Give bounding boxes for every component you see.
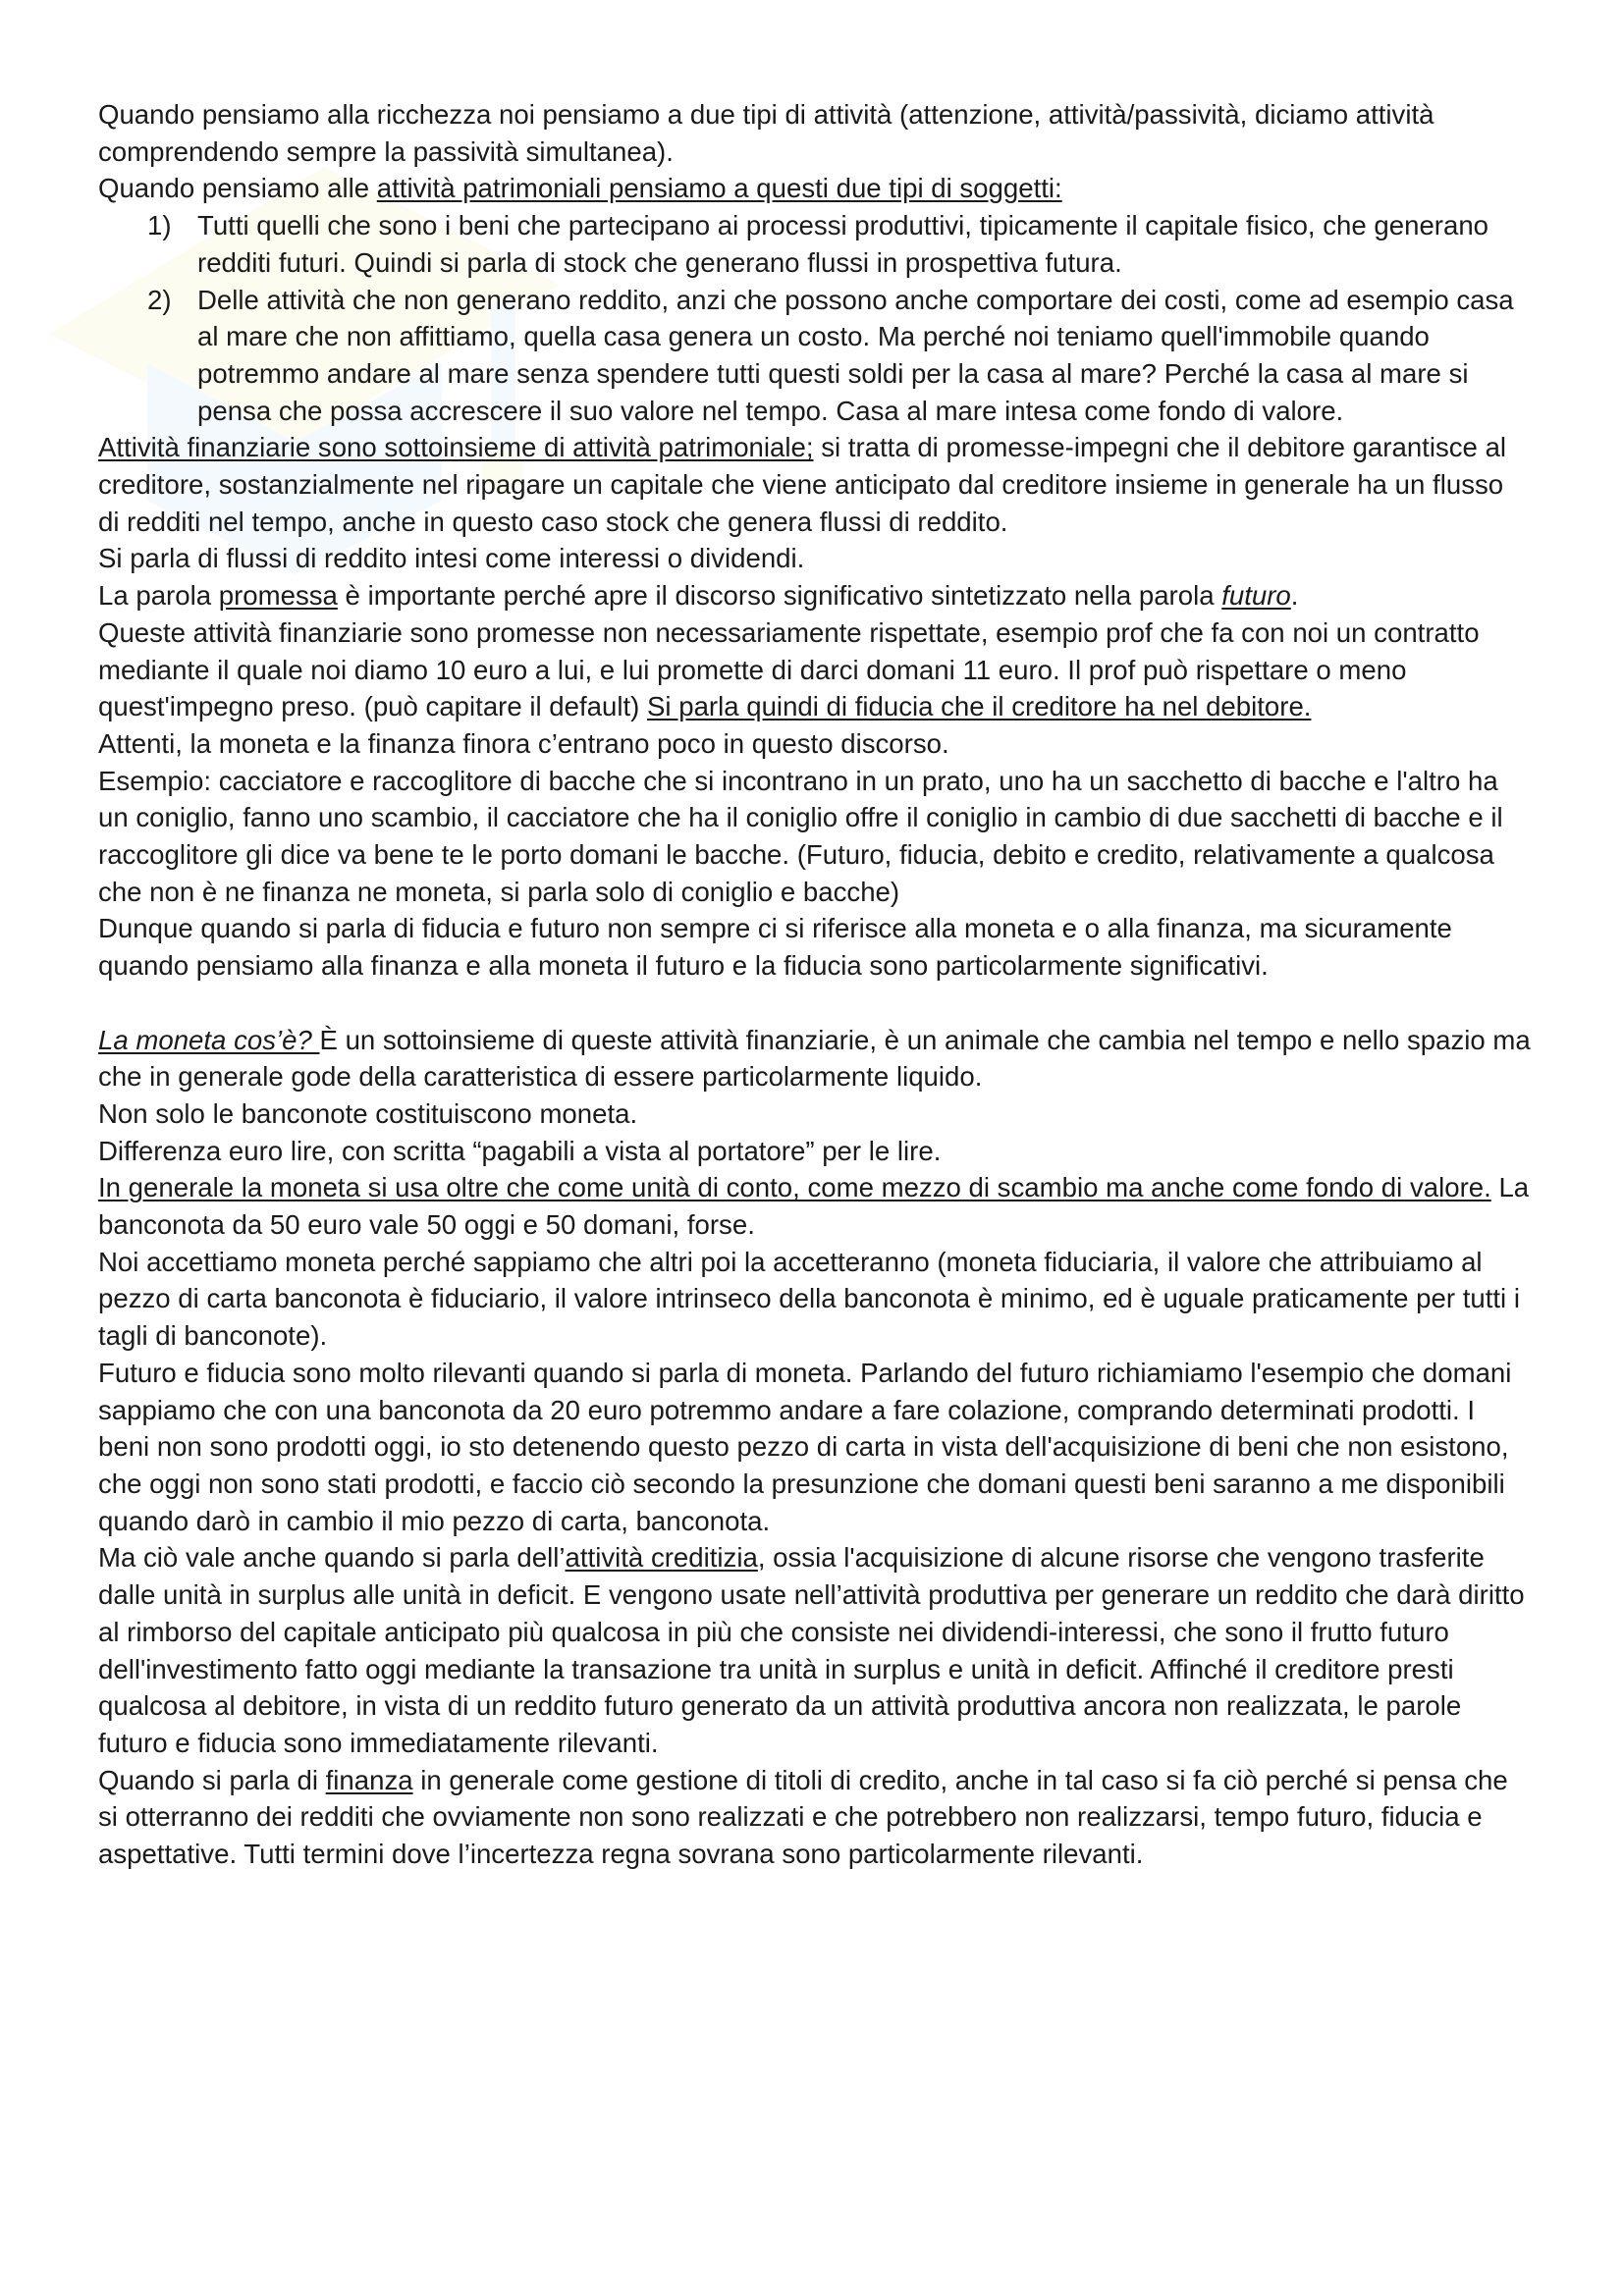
paragraph: Quando pensiamo alle attività patrimoniali pensiamo a questi due tipi di soggetti: xyxy=(98,173,1062,204)
paragraph: Ma ciò vale anche quando si parla dell’attività creditizia, ossia l'acquisizione di alcune risorse che vengono trasferite dalle unità in surplus alle unità in deficit. E vengono usate nell’attività produttiva per generare un reddito che darà diritto al rimborso del capitale anticipato più qualcosa in più che consiste nei dividendi-interessi, che sono il frutto futuro dell'investimento fatto oggi mediante la transazione tra unità in surplus e unità in deficit. Affinché il creditore presti qualcosa al debitore, in vista di un reddito futuro generato da un attività produttiva ancora non realizzata, le parole futuro e fiducia sono immediatamente rilevanti. xyxy=(98,1542,1525,1758)
list-number: 2) xyxy=(147,284,172,315)
list-item xyxy=(98,282,1532,430)
numbered-list xyxy=(98,207,1532,429)
list-item-text: Tutti quelli che sono i beni che partecipano ai processi produttivi, tipicamente il capitale fisico, che generano redditi futuri. Quindi si parla di stock che generano flussi in prospettiva futura. xyxy=(197,210,1489,278)
blank-line xyxy=(98,985,1532,1022)
paragraph: Si parla di flussi di reddito intesi come interessi o dividendi. xyxy=(98,543,805,574)
paragraph: Quando pensiamo alla ricchezza noi pensiamo a due tipi di attività (attenzione, attività/passività, diciamo attività comprendendo sempre la passività simultanea). xyxy=(98,99,1434,167)
list-number: 1) xyxy=(147,210,172,241)
paragraph: Non solo le banconote costituiscono moneta. xyxy=(98,1097,638,1129)
list-item-text: Delle attività che non generano reddito, anzi che possono anche comportare dei costi, come ad esempio casa al mare che non affittiamo, quella casa genera un costo. Ma perché noi teniamo quell'immobile quando potremmo andare al mare senza spendere tutti questi soldi per la casa al mare? Perché la casa al mare si pensa che possa accrescere il suo valore nel tempo. Casa al mare intesa come fondo di valore. xyxy=(197,284,1514,426)
paragraph: La moneta cos’è? È un sottoinsieme di queste attività finanziarie, è un animale che cambia nel tempo e nello spazio ma che in generale gode della caratteristica di essere particolarmente liquido. xyxy=(98,1024,1531,1093)
paragraph: Noi accettiamo moneta perché sappiamo che altri poi la accetteranno (moneta fiduciaria, il valore che attribuiamo al pezzo di carta banconota è fiduciario, il valore intrinseco della banconota è minimo, ed è uguale praticamente per tutti i tagli di banconote). xyxy=(98,1246,1520,1352)
paragraph: Quando si parla di finanza in generale come gestione di titoli di credito, anche in tal caso si fa ciò perché si pensa che si otterranno dei redditi che ovviamente non sono realizzati e che potrebbero non realizzarsi, tempo futuro, fiducia e aspettative. Tutti termini dove l’incertezza regna sovrana sono particolarmente rilevanti. xyxy=(98,1764,1508,1870)
paragraph: La parola promessa è importante perché apre il discorso significativo sintetizzato nella parola futuro. xyxy=(98,580,1299,612)
paragraph: Dunque quando si parla di fiducia e futuro non sempre ci si riferisce alla moneta e o alla finanza, ma sicuramente quando pensiamo alla finanza e alla moneta il futuro e la fiducia sono particolarmente significativi. xyxy=(98,913,1452,982)
list-item xyxy=(98,207,1532,281)
paragraph: In generale la moneta si usa oltre che come unità di conto, come mezzo di scambio ma anche come fondo di valore. La banconota da 50 euro vale 50 oggi e 50 domani, forse. xyxy=(98,1172,1530,1241)
paragraph: Esempio: cacciatore e raccoglitore di bacche che si incontrano in un prato, uno ha un sacchetto di bacche e l'altro ha un coniglio, fanno uno scambio, il cacciatore che ha il coniglio offre il coniglio in cambio di due sacchetti di bacche e il raccoglitore gli dice va bene te le porto domani le bacche. (Futuro, fiducia, debito e credito, relativamente a qualcosa che non è ne finanza ne moneta, si parla solo di coniglio e bacche) xyxy=(98,765,1503,907)
document-body xyxy=(98,96,1532,1873)
paragraph: Attenti, la moneta e la finanza finora c’entrano poco in questo discorso. xyxy=(98,727,949,759)
paragraph: Queste attività finanziarie sono promesse non necessariamente rispettate, esempio prof che fa con noi un contratto mediante il quale noi diamo 10 euro a lui, e lui promette di darci domani 11 euro. Il prof può rispettare o meno quest'impegno preso. (può capitare il default) Si parla quindi di fiducia che il creditore ha nel debitore. xyxy=(98,616,1480,722)
paragraph: Attività finanziarie sono sottoinsieme di attività patrimoniale; si tratta di promesse-impegni che il debitore garantisce al creditore, sostanzialmente nel ripagare un capitale che viene anticipato dal creditore insieme in generale ha un flusso di redditi nel tempo, anche in questo caso stock che genera flussi di reddito. xyxy=(98,432,1507,537)
paragraph: Futuro e fiducia sono molto rilevanti quando si parla di moneta. Parlando del futuro richiamiamo l'esempio che domani sappiamo che con una banconota da 20 euro potremmo andare a fare colazione, comprando determinati prodotti. I beni non sono prodotti oggi, io sto detenendo questo pezzo di carta in vista dell'acquisizione di beni che non esistono, che oggi non sono stati prodotti, e faccio ciò secondo la presunzione che domani questi beni saranno a me disponibili quando darò in cambio il mio pezzo di carta, banconota. xyxy=(98,1357,1512,1536)
paragraph: Differenza euro lire, con scritta “pagabili a vista al portatore” per le lire. xyxy=(98,1135,942,1166)
